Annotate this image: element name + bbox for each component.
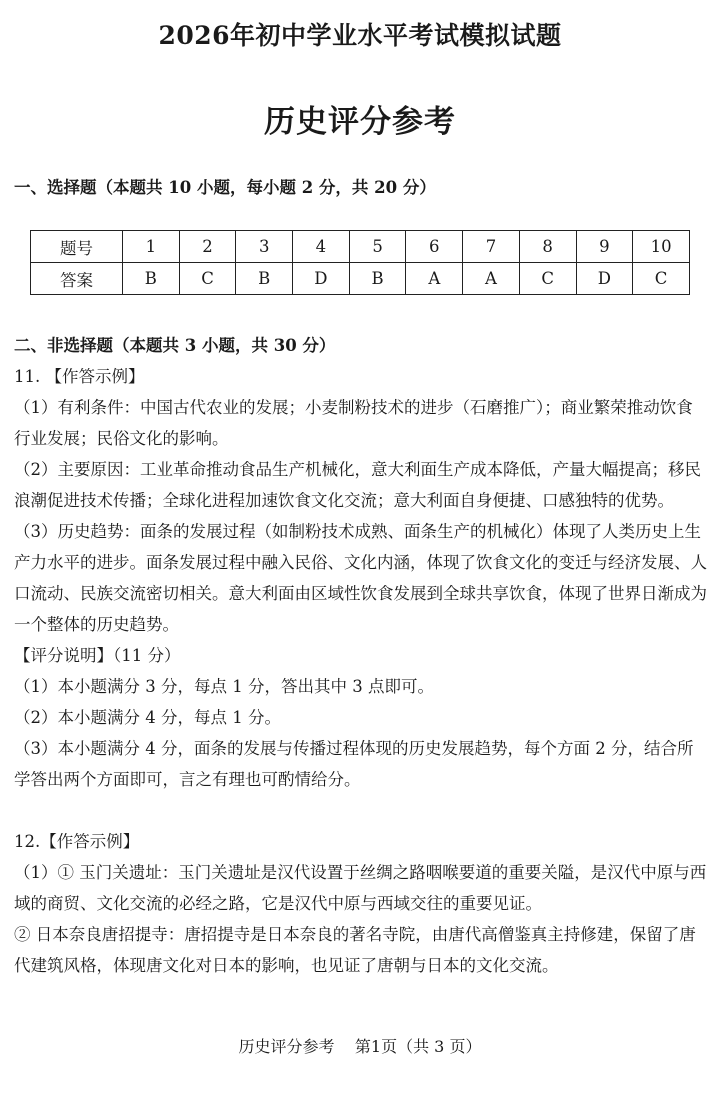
q11-answer-2: （2）主要原因：工业革命推动食品生产机械化，意大利面生产成本降低，产量大幅提高；移民浪潮促进技术传播；全球化进程加速饮食文化交流；意大利面自身便捷、口感独特的优势。 [14,460,701,510]
footer-page-number: 第1页（共 3 页） [354,1037,482,1056]
section2-heading: 二、非选择题（本题共 3 小题，共 30 分） [14,336,336,355]
answer-cell: A [463,263,520,295]
section1-heading: 一、选择题（本题共 10 小题，每小题 2 分，共 20 分） [14,178,436,197]
answer-cell: B [236,263,293,295]
page-footer [0,1034,720,1057]
choice-answer-table [30,230,690,295]
question-number: 7 [463,231,520,263]
question-number: 1 [123,231,180,263]
question-number: 5 [349,231,406,263]
q11-scoring-2: （2）本小题满分 4 分，每点 1 分。 [14,708,281,727]
q11-scoring-3: （3）本小题满分 4 分，面条的发展与传播过程体现的历史发展趋势，每个方面 2 分，结合所学答出两个方面即可，言之有理也可酌情给分。 [14,739,694,789]
answer-cell: B [349,263,406,295]
answer-cell: B [123,263,180,295]
row-label-number: 题号 [31,231,123,263]
answer-cell: D [576,263,633,295]
question-number: 6 [406,231,463,263]
section2-body [14,330,708,981]
answer-cell: D [293,263,350,295]
question-number: 9 [576,231,633,263]
q12-answer-2: ② 日本奈良唐招提寺：唐招提寺是日本奈良的著名寺院，由唐代高僧鉴真主持修建，保留了唐代建筑风格，体现唐文化对日本的影响，也见证了唐朝与日本的文化交流。 [14,925,696,975]
q11-answer-3: （3）历史趋势：面条的发展过程（如制粉技术成熟、面条生产的机械化）体现了人类历史上生产力水平的进步。面条发展过程中融入民俗、文化内涵，体现了饮食文化的变迁与经济发展、人口流动、民族交流密切相关。意大利面由区域性饮食发展到全球共享饮食，体现了世界日渐成为一个整体的历史趋势。 [14,522,707,634]
table-row-answers [31,263,690,295]
question-number: 10 [633,231,690,263]
question-number: 2 [179,231,236,263]
q12-answer-1: （1）① 玉门关遗址：玉门关遗址是汉代设置于丝绸之路咽喉要道的重要关隘，是汉代中原与西域的商贸、文化交流的必经之路，它是汉代中原与西域交往的重要见证。 [14,863,707,913]
spacer [14,795,708,826]
question-number: 4 [293,231,350,263]
answer-cell: C [633,263,690,295]
q11-scoring-label: 【评分说明】（11 分） [14,646,181,665]
exam-title: 2026年初中学业水平考试模拟试题 [158,21,562,50]
q11-answer-1: （1）有利条件：中国古代农业的发展；小麦制粉技术的进步（石磨推广）；商业繁荣推动饮食行业发展；民俗文化的影响。 [14,398,693,448]
answer-cell: A [406,263,463,295]
answer-cell: C [519,263,576,295]
q11-scoring-1: （1）本小题满分 3 分，每点 1 分，答出其中 3 点即可。 [14,677,434,696]
footer-doc-name: 历史评分参考 [238,1037,335,1056]
question-number: 3 [236,231,293,263]
answer-key-title: 历史评分参考 [264,104,456,140]
table-row-numbers [31,231,690,263]
row-label-answer: 答案 [31,263,123,295]
q11-label: 11. 【作答示例】 [14,367,145,386]
q12-label: 12.【作答示例】 [14,832,140,851]
question-number: 8 [519,231,576,263]
answer-cell: C [179,263,236,295]
